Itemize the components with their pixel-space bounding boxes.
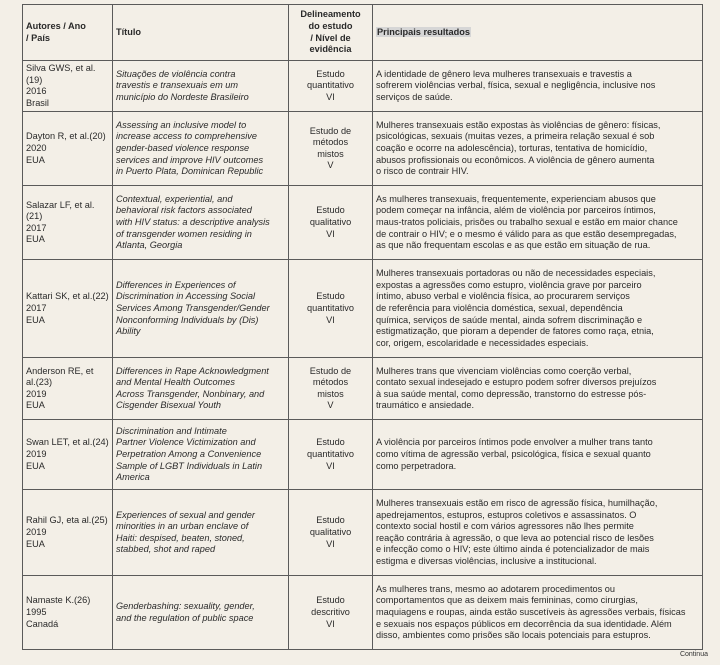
cell-design: Estudo quantitativo VI [289,260,373,358]
header-title: Título [113,5,289,61]
cell-title: Discrimination and Intimate Partner Violence Victimization and Perpetration Among a Convenience Sample of LGBT Individuals in Latin America [113,420,289,490]
table-row [23,490,703,576]
cell-results: As mulheres trans, mesmo ao adotarem procedimentos ou comportamentos que as deixem mais femininas, como cirurgias, maquiagens e roupas, ainda estão suscetíveis às agressões verbais, físicas e sexuais nos espaços públicos em decorrência da sua identidade. Além disso, ambientes como prisões são locais potenciais para estupros. [373,576,703,650]
cell-results: Mulheres transexuais estão em risco de agressão física, humilhação, apedrejamentos, estupros, estupros coletivos e assassinatos. O contexto social hostil e com vários agressores não lhes permite reação contrária à agressão, o que leva ao potencial risco de lesões e infecção como o HIV; este último ainda é potencializador de mais estigma e diversas violências, inclusive a institucional. [373,490,703,576]
cell-title: Contextual, experiential, and behavioral risk factors associated with HIV status: a descriptive analysis of transgender women residing in Atlanta, Georgia [113,186,289,260]
cell-design: Estudo quantitativo VI [289,61,373,112]
cell-design: Estudo de métodos mistos V [289,358,373,420]
cell-results: A identidade de gênero leva mulheres transexuais e travestis a sofrerem violências verbal, física, sexual e negligência, inclusive nos serviços de saúde. [373,61,703,112]
table-row [23,576,703,650]
cell-title: Differences in Experiences of Discrimination in Accessing Social Services Among Transgender/Gender Nonconforming Individuals by (Dis) Ability [113,260,289,358]
cell-design: Estudo de métodos mistos V [289,112,373,186]
table-header-row [23,5,703,61]
table-row [23,186,703,260]
cell-author: Dayton R, et al.(20) 2020 EUA [23,112,113,186]
cell-author: Kattari SK, et al.(22) 2017 EUA [23,260,113,358]
cell-author: Silva GWS, et al.(19) 2016 Brasil [23,61,113,112]
cell-author: Salazar LF, et al.(21) 2017 EUA [23,186,113,260]
table-row [23,112,703,186]
cell-results: Mulheres transexuais portadoras ou não de necessidades especiais, expostas a agressões como estupro, violência grave por parceiro íntimo, abuso verbal e violência física, ao procurarem serviços de referência para violência doméstica, sexual, dependência química, serviços de saúde mental, ainda sofrem discriminação e estigmatização, que pioram a depender de fatores como raça, etnia, cor, origem, escolaridade e necessidades especiais. [373,260,703,358]
cell-design: Estudo qualitativo VI [289,186,373,260]
table-row [23,420,703,490]
cell-author: Rahil GJ, eta al.(25) 2019 EUA [23,490,113,576]
cell-title: Differences in Rape Acknowledgment and Mental Health Outcomes Across Transgender, Nonbinary, and Cisgender Bisexual Youth [113,358,289,420]
header-author: Autores / Ano / País [23,5,113,61]
cell-results: As mulheres transexuais, frequentemente, experienciam abusos que podem começar na infância, além de violência por parceiros íntimos, maus-tratos policiais, prisões ou trabalho sexual e estão em maior chance de contrair o HIV; e o mesmo é válido para as que estão desempregadas, as que não frequentam escolas e as que estão em situação de rua. [373,186,703,260]
continues-label: Continua [679,651,708,658]
table-row [23,260,703,358]
table-row [23,61,703,112]
header-design: Delineamento do estudo / Nível de evidência [289,5,373,61]
table-row [23,358,703,420]
cell-title: Assessing an inclusive model to increase access to comprehensive gender-based violence response services and improve HIV outcomes in Puerto Plata, Dominican Republic [113,112,289,186]
cell-title: Genderbashing: sexuality, gender, and the regulation of public space [113,576,289,650]
cell-author: Swan LET, et al.(24) 2019 EUA [23,420,113,490]
cell-results: A violência por parceiros íntimos pode envolver a mulher trans tanto como vítima de agressão verbal, psicológica, física e sexual quanto como perpetradora. [373,420,703,490]
cell-design: Estudo descritivo VI [289,576,373,650]
cell-results: Mulheres transexuais estão expostas às violências de gênero: físicas, psicológicas, sexuais (muitas vezes, a primeira relação sexual é sob coação e ocorre na adolescência), torturas, tentativa de homicídio, abusos profissionais ou econômicos. A violência de gênero aumenta o risco de contrair HIV. [373,112,703,186]
cell-title: Experiences of sexual and gender minorities in an urban enclave of Haiti: despised, beaten, stoned, stabbed, shot and raped [113,490,289,576]
cell-design: Estudo quantitativo VI [289,420,373,490]
cell-author: Namaste K.(26) 1995 Canadá [23,576,113,650]
cell-results: Mulheres trans que vivenciam violências como coerção verbal, contato sexual indesejado e estupro podem sofrer diversos prejuízos à sua saúde mental, como depressão, transtorno do estresse pós- traumático e ansiedade. [373,358,703,420]
cell-author: Anderson RE, et al.(23) 2019 EUA [23,358,113,420]
cell-title: Situações de violência contra travestis e transexuais em um município do Nordeste Brasileiro [113,61,289,112]
cell-design: Estudo qualitativo VI [289,490,373,576]
results-table [22,4,703,650]
header-results: Principais resultados [373,5,703,61]
